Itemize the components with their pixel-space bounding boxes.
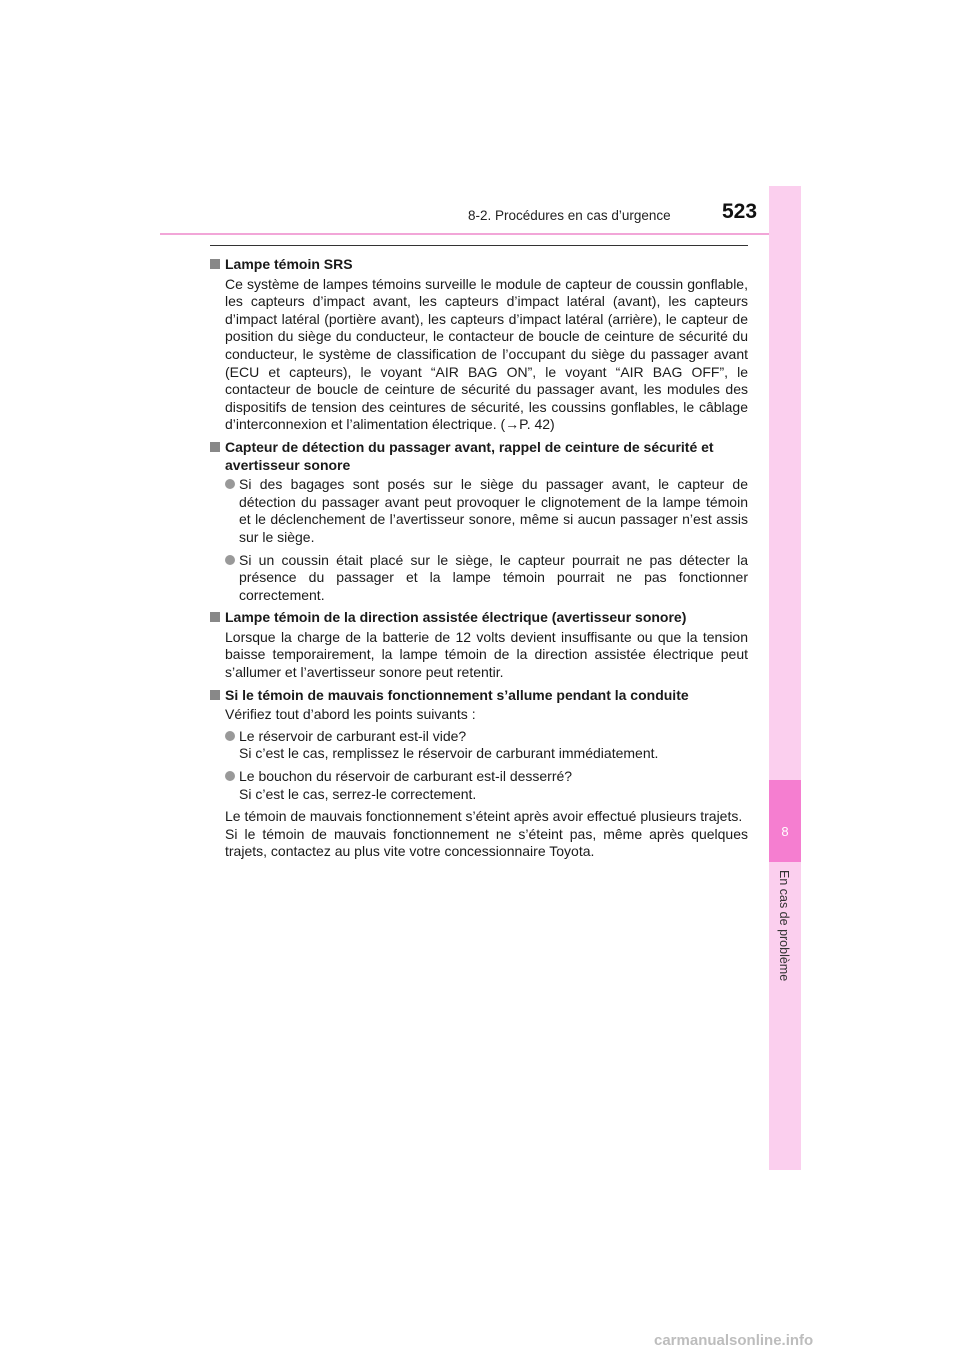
list-item <box>225 552 748 605</box>
section-title-text: Si le témoin de mauvais fonctionnement s’allume pendant la conduite <box>225 686 689 703</box>
section-title-text: Lampe témoin de la direction assistée électrique (avertisseur sonore) <box>225 609 687 626</box>
section-title <box>210 609 748 627</box>
steering-paragraph: Lorsque la charge de la batterie de 12 volts devient insuffisante ou que la tension baisse temporairement, la lampe témoin de la direction assistée électrique peut s’allumer et l’avertisseur sonore peut retentir. <box>225 628 748 681</box>
round-bullet-icon <box>225 731 235 741</box>
section-srs <box>210 256 748 434</box>
section-title-text: Capteur de détection du passager avant, rappel de ceinture de sécurité et avertisseur sonore <box>225 438 714 473</box>
section-power-steering <box>210 609 748 681</box>
section-header: 8-2. Procédures en cas d’urgence <box>468 208 671 223</box>
section-body <box>210 276 748 434</box>
section-title <box>210 256 748 274</box>
list-item <box>225 768 748 803</box>
content-rule <box>210 245 748 246</box>
header-rule <box>160 233 800 235</box>
page-number: 523 <box>722 200 758 223</box>
section-title-text: Lampe témoin SRS <box>225 256 353 272</box>
srs-paragraph <box>225 276 748 434</box>
chapter-label: En cas de problème <box>777 870 791 982</box>
square-bullet-icon <box>210 442 220 452</box>
watermark: carmanualsonline.info <box>654 1332 814 1349</box>
malfunction-intro: Vérifiez tout d’abord les points suivants : <box>225 706 476 723</box>
section-title <box>210 687 748 705</box>
round-bullet-icon <box>225 555 235 565</box>
square-bullet-icon <box>210 690 220 700</box>
malfunction-outro: Le témoin de mauvais fonctionnement s’éteint après avoir effectué plusieurs trajets. Si le témoin de mauvais fonctionnement ne s’éteint pas, même après quelques trajets, contactez au plus vite votre concessionnaire Toyota. <box>225 808 748 860</box>
list-item <box>225 476 748 546</box>
chapter-number: 8 <box>781 824 789 839</box>
list-item-text: Le réservoir de carburant est-il vide? Si c’est le cas, remplissez le réservoir de carburant immédiatement. <box>239 727 659 762</box>
section-passenger-sensor <box>210 439 748 604</box>
round-bullet-icon <box>225 771 235 781</box>
list-item-text: Si des bagages sont posés sur le siège du passager avant, le capteur de détection du passager avant peut provoquer le clignotement de la lampe témoin et le déclenchement de l’avertisseur sonore, même si aucun passager n’est assis sur le siège. <box>239 476 748 545</box>
srs-text: Ce système de lampes témoins surveille le module de capteur de coussin gonflable, les capteurs d’impact avant, les capteurs d’impact latéral (avant), les capteurs d’impact latéral (portière avant), les capteurs d’impact latéral (arrière), le capteur de position du siège du conducteur, le contacteur de boucle de ceinture de sécurité du conducteur, le système de classification de l’occupant du siège du passager avant (ECU et capteurs), le voyant “AIR BAG ON”, le voyant “AIR BAG OFF”, le contacteur de boucle de ceinture de sécurité du passager avant, les modules des dispositifs de tension des ceintures de sécurité, les coussins gonflables, le câblage d’interconnexion et l’alimentation électrique. ( <box>225 275 748 433</box>
chapter-side-tab <box>769 186 801 1170</box>
round-bullet-icon <box>225 479 235 489</box>
square-bullet-icon <box>210 612 220 622</box>
list-item <box>225 728 748 763</box>
section-body <box>210 629 748 682</box>
page-reference-link[interactable]: P. 42) <box>519 416 555 433</box>
section-body <box>210 476 748 604</box>
list-item-text: Le bouchon du réservoir de carburant est-il desserré? Si c’est le cas, serrez-le correctement. <box>239 768 573 802</box>
square-bullet-icon <box>210 259 220 269</box>
section-malfunction <box>210 687 748 861</box>
section-body <box>210 706 748 861</box>
arrow-right-icon: → <box>505 416 520 433</box>
page-content <box>210 256 748 866</box>
section-title <box>210 439 748 474</box>
list-item-text: Si un coussin était placé sur le siège, le capteur pourrait ne pas détecter la présence du passager et la lampe témoin pourrait ne pas fonctionner correctement. <box>239 551 748 603</box>
chapter-tab-marker <box>769 780 801 862</box>
